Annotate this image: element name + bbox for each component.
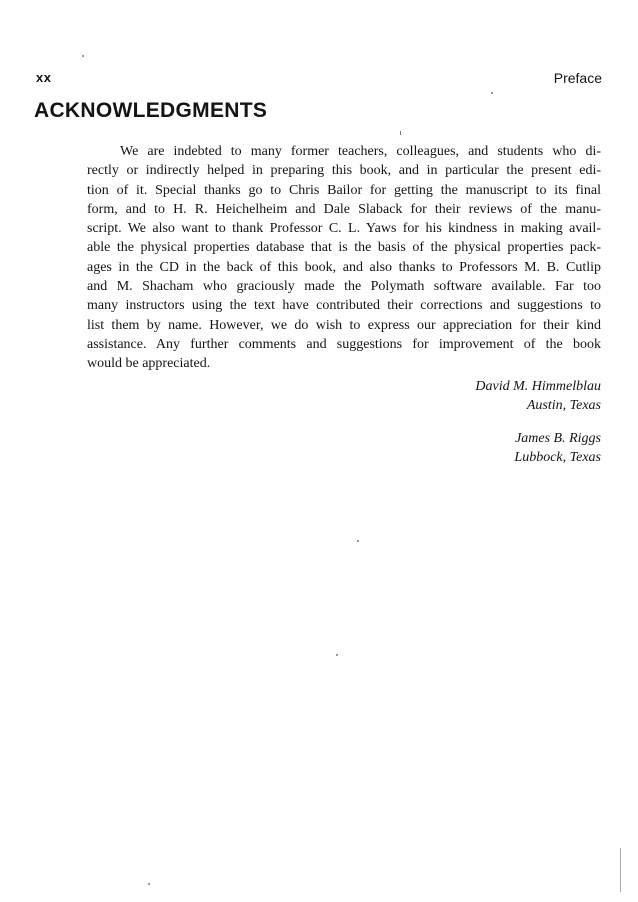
paragraph-line: We are indebted to many former teachers, colleagues, and students who di- <box>120 144 601 159</box>
paragraph-line: many instructors using the text have contributed their corrections and suggestions to <box>87 298 601 314</box>
author-location: Austin, Texas <box>526 398 601 414</box>
paragraph-line: able the physical properties database that is the basis of the physical properties pack- <box>87 240 601 256</box>
page-number: xx <box>36 70 52 85</box>
running-header <box>36 70 602 88</box>
scan-speck <box>491 92 493 94</box>
paragraph-line: would be appreciated. <box>87 356 211 372</box>
scan-speck <box>620 848 621 892</box>
signature-block <box>475 377 601 467</box>
scan-speck <box>82 55 84 57</box>
paragraph-line: and M. Shacham who graciously made the Polymath software available. Far too <box>87 279 601 295</box>
signature-author-1 <box>475 377 601 416</box>
paragraph-line: list them by name. However, we do wish to express our appreciation for their kind <box>87 317 601 333</box>
acknowledgments-heading: ACKNOWLEDGMENTS <box>34 99 268 122</box>
paragraph-line: tion of it. Special thanks go to Chris Bailor for getting the manuscript to its final <box>87 182 601 198</box>
paragraph-line: form, and to H. R. Heichelheim and Dale Slaback for their reviews of the manu- <box>87 201 601 217</box>
acknowledgments-paragraph <box>87 142 601 374</box>
scan-speck <box>357 540 359 542</box>
signature-author-2 <box>475 429 601 468</box>
author-name: David M. Himmelblau <box>475 379 601 394</box>
scan-speck <box>148 883 150 885</box>
paragraph-line: script. We also want to thank Professor C. L. Yaws for his kindness in making avail- <box>87 221 601 237</box>
section-title: Preface <box>553 70 602 86</box>
scan-speck <box>400 131 401 135</box>
paragraph-line: assistance. Any further comments and suggestions for improvement of the book <box>87 336 601 352</box>
author-location: Lubbock, Texas <box>514 449 601 465</box>
paragraph-line: ages in the CD in the back of this book, and also thanks to Professors M. B. Cutlip <box>87 259 601 275</box>
scan-speck <box>336 654 338 656</box>
paragraph-line: rectly or indirectly helped in preparing this book, and in particular the present edi- <box>87 163 601 179</box>
author-name: James B. Riggs <box>515 430 601 446</box>
